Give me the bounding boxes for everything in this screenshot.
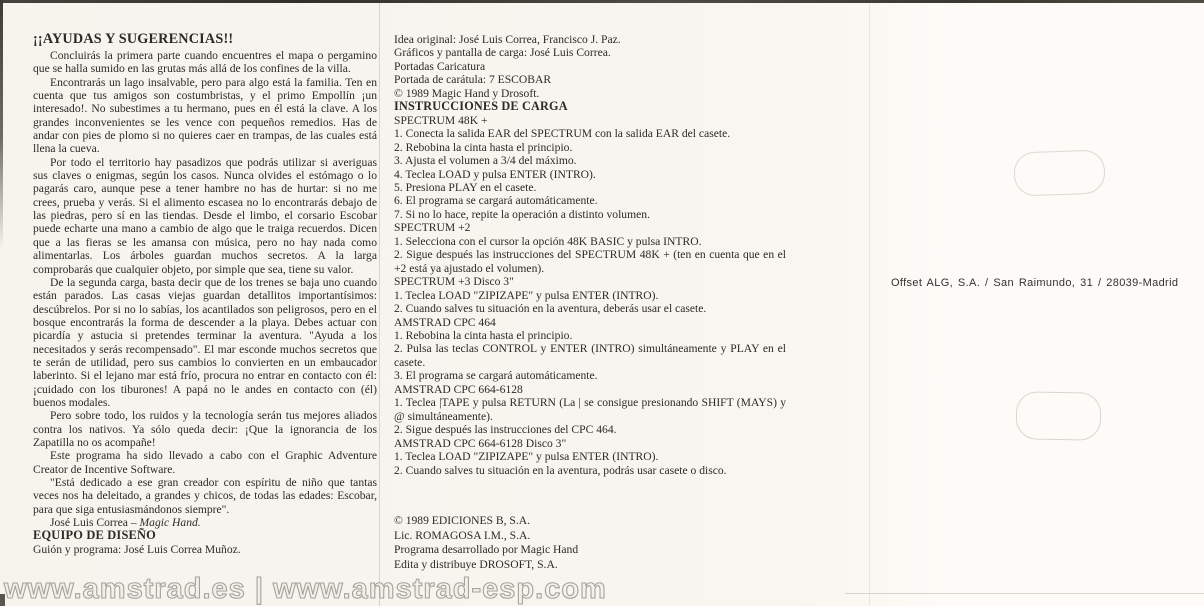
publisher-line: © 1989 EDICIONES B, S.A.: [394, 513, 531, 527]
instruction-step: 7. Si no lo hace, repite la operación a distinto volumen.: [394, 207, 650, 221]
instruction-step: 1. Conecta la salida EAR del SPECTRUM con la salida EAR del casete.: [394, 127, 731, 141]
scan-left-edge: [0, 0, 3, 250]
author-signature: [33, 516, 377, 529]
credit-line: Portada de carátula: 7 ESCOBAR: [394, 73, 552, 87]
hints-heading: ¡¡AYUDAS Y SUGERENCIAS!!: [33, 31, 234, 47]
fold-crease-right: [869, 3, 870, 606]
paper-bottom-edge: [845, 593, 1204, 594]
hints-paragraph: De la segunda carga, basta decir que de los trenes se baja uno cuando están parados. Las casas viejas guardan detallitos importantísimos: descúbrelos. Por si no lo sabías, los acantilados son peligrosos, pero en el bosque encontrarás la forma de descender a la playa. Debes actuar con picardía y astucia si pretendes terminar la aventura. "Ayuda a los necesitados y serás recompensado". El mar esconde muchos secretos que te serán de utilidad, pero sus cambios lo convierten en un embaucador laberinto. Si el lejano mar está frío, procura no entrar en contacto con él: ¡cuidado con los tiburones! A papá no le andes en contacto con (él) buenos modales.: [33, 275, 377, 409]
credit-line: Idea original: José Luis Correa, Francisco J. Paz.: [394, 33, 621, 46]
hints-paragraph: Concluirás la primera parte cuando encuentres el mapa o pergamino que se halla sumido en las grutas más allá de los confines de la villa.: [33, 49, 377, 76]
section-title-cpc-664-6128-disk: AMSTRAD CPC 664-6128 Disco 3": [394, 436, 567, 450]
instruction-step: 2. Cuando salves tu situación en la aventura, podrás usar casete o disco.: [394, 463, 727, 477]
section-title-spectrum-plus2: SPECTRUM +2: [394, 221, 471, 235]
signature-name: José Luis Correa –: [50, 516, 140, 530]
watermark: www.amstrad.es | www.amstrad-esp.com: [4, 573, 607, 605]
instruction-step: 3. Ajusta el volumen a 3/4 del máximo.: [394, 154, 577, 168]
hints-column: [33, 31, 377, 556]
instruction-step: 4. Teclea LOAD y pulsa ENTER (INTRO).: [394, 167, 596, 181]
design-team-line: Guión y programa: José Luis Correa Muñoz.: [33, 542, 241, 556]
credits-instructions-column: [394, 33, 786, 572]
instruction-step: 2. Sigue después las instrucciones del SPECTRUM 48K + (ten en cuenta que en el +2 está ya ajustado el volumen).: [394, 248, 786, 275]
section-title-cpc-464: AMSTRAD CPC 464: [394, 315, 496, 329]
instruction-step: 1. Teclea LOAD "ZIPIZAPE" y pulsa ENTER (INTRO).: [394, 288, 659, 302]
hints-paragraph: Este programa ha sido llevado a cabo con el Graphic Adventure Creator de Incentive Software.: [33, 449, 377, 476]
publisher-line: Edita y distribuye DROSOFT, S.A.: [394, 557, 558, 571]
publisher-line: Lic. ROMAGOSA I.M., S.A.: [394, 528, 531, 542]
instruction-step: 1. Selecciona con el cursor la opción 48K BASIC y pulsa INTRO.: [394, 234, 702, 248]
instruction-step: 1. Teclea LOAD "ZIPIZAPE" y pulsa ENTER (INTRO).: [394, 450, 659, 464]
copyright-line: © 1989 Magic Hand y Drosoft.: [394, 86, 540, 100]
design-team-heading: EQUIPO DE DISEÑO: [33, 528, 156, 543]
die-cut-outline-top: [1013, 149, 1105, 196]
instruction-step: 1. Teclea |TAPE y pulsa RETURN (La | se consigue presionando SHIFT (MAYS) y @ simultáneamente).: [394, 396, 786, 423]
hints-paragraph: "Está dedicado a ese gran creador con espíritu de niño que tantas veces nos ha deleitado, a grandes y chicos, de todas las edades: Escobar, para que siga entusiasmándonos siempre".: [33, 476, 377, 516]
instruction-step: 1. Rebobina la cinta hasta el principio.: [394, 328, 573, 342]
instruction-step: 2. Cuando salves tu situación en la aventura, deberás usar el casete.: [394, 302, 707, 316]
publisher-line: Programa desarrollado por Magic Hand: [394, 543, 579, 557]
instruction-step: 2. Sigue después las instrucciones del CPC 464.: [394, 423, 617, 437]
fold-crease-left: [379, 3, 380, 606]
loading-instructions-heading: INSTRUCCIONES DE CARGA: [394, 99, 568, 114]
instruction-step: 2. Rebobina la cinta hasta el principio.: [394, 140, 573, 154]
instruction-step: 2. Pulsa las teclas CONTROL y ENTER (INTRO) simultáneamente y PLAY en el casete.: [394, 342, 786, 369]
hints-paragraph: Encontrarás un lago insalvable, pero para algo está la familia. Ten en cuenta que tus amigos son costumbristas, y el primo Empollín ¡un interesado!. No subestimes a tu hermano, pues en él está la clave. A los grandes inconvenientes se les vence con pequeños remedios. Has de andar con pies de plomo si no quieres caer en trampas, de las cuales está llena la cueva.: [33, 75, 377, 156]
instruction-step: 3. El programa se cargará automáticamente.: [394, 369, 598, 383]
credit-line: Gráficos y pantalla de carga: José Luis Correa.: [394, 46, 611, 60]
die-cut-outline-bottom: [1016, 391, 1102, 440]
signature-company: Magic Hand.: [139, 516, 201, 530]
printer-credit: Offset ALG, S.A. / San Raimundo, 31 / 28039-Madrid: [891, 277, 1179, 289]
credit-line: Portadas Caricatura: [394, 59, 486, 73]
publisher-block: [394, 514, 786, 572]
section-title-spectrum-48k: SPECTRUM 48K +: [394, 113, 488, 127]
instruction-step: 6. El programa se cargará automáticamente.: [394, 194, 598, 208]
section-title-cpc-664-6128: AMSTRAD CPC 664-6128: [394, 382, 523, 396]
hints-paragraph: Por todo el territorio hay pasadizos que podrás utilizar si averiguas sus claves o enigmas, según los casos. Nunca olvides el estómago o lo pagarás caro, aunque pese a tener hambre no has de hurtar: si no me crees, prueba y verás. Si el alimento escasea no lo encontrarás debajo de las piedras, pero sí en las tiendas. Desde el limbo, el corsario Escobar puede echarte una mano a cambio de algo que le traiga recuerdos. Dicen que a las fieras se les amansa con música, pero no hay nada como alimentarlas. Los árboles guardan muchos secretos. A la larga comprobarás que cualquier objeto, por simple que sea, tiene su valor.: [33, 155, 377, 276]
instruction-step: 5. Presiona PLAY en el casete.: [394, 180, 537, 194]
scan-top-edge: [0, 0, 1204, 3]
section-title-spectrum-plus3-disk: SPECTRUM +3 Disco 3": [394, 275, 514, 289]
hints-paragraph: Pero sobre todo, los ruidos y la tecnología serán tus mejores aliados contra los nativos. Ya sólo queda decir: ¡Que la ignorancia de los Zapatilla no os acompañe!: [33, 409, 377, 449]
